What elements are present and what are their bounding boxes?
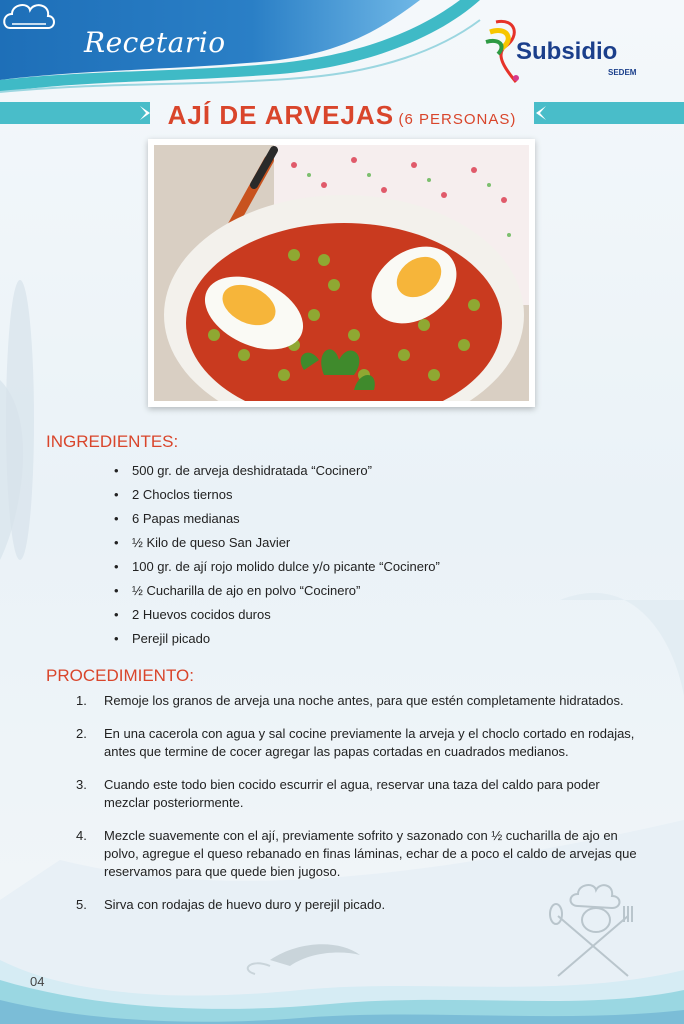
bullet-icon: •	[114, 583, 119, 598]
ingredient-text: 2 Choclos tiernos	[132, 487, 233, 502]
step-text: Mezcle suavemente con el ají, previamente sofrito y sazonado con ½ cucharilla de ajo en polvo, agregue el queso rebanado en finas láminas, echar de a poco el caldo de arvejas que reservamos para que quede bien jugoso.	[104, 828, 637, 879]
brand-title: Recetario	[84, 26, 226, 59]
dish-illustration	[154, 145, 529, 401]
list-item	[114, 531, 440, 555]
ingredient-text: 500 gr. de arveja deshidratada “Cocinero”	[132, 463, 372, 478]
step-number: 2.	[76, 726, 87, 741]
chef-hat-icon	[0, 0, 58, 34]
step-text: Cuando este todo bien cocido escurrir el agua, reservar una taza del caldo para poder mezclar posteriormente.	[104, 777, 600, 810]
list-item	[76, 827, 646, 881]
bullet-icon: •	[114, 511, 119, 526]
logo-subtext: SEDEM	[608, 68, 637, 77]
list-item	[114, 483, 440, 507]
list-item	[76, 776, 646, 812]
step-text: Remoje los granos de arveja una noche antes, para que estén completamente hidratados.	[104, 693, 624, 708]
step-number: 4.	[76, 828, 87, 843]
dish-photo	[148, 139, 535, 407]
header	[0, 0, 684, 95]
bullet-icon: •	[114, 631, 119, 646]
list-item	[114, 507, 440, 531]
list-item	[114, 627, 440, 651]
ingredient-text: ½ Kilo de queso San Javier	[132, 535, 291, 550]
bullet-icon: •	[114, 487, 119, 502]
ingredient-text: 100 gr. de ají rojo molido dulce y/o picante “Cocinero”	[132, 559, 440, 574]
step-text: En una cacerola con agua y sal cocine previamente la arveja y el choclo cortado en rodajas, antes que termine de cocer agregar las papas cortadas en cuadrados medianos.	[104, 726, 635, 759]
step-number: 5.	[76, 897, 87, 912]
list-item	[114, 603, 440, 627]
logo-text: Subsidio	[516, 38, 618, 65]
step-number: 3.	[76, 777, 87, 792]
bullet-icon: •	[114, 463, 119, 478]
list-item	[114, 579, 440, 603]
recipe-servings: (6 PERSONAS)	[398, 111, 517, 128]
step-text: Sirva con rodajas de huevo duro y perejil picado.	[104, 897, 386, 912]
ingredients-list	[114, 459, 440, 651]
list-item	[76, 692, 646, 710]
bullet-icon: •	[114, 559, 119, 574]
step-number: 1.	[76, 693, 87, 708]
page-number: 04	[30, 974, 45, 989]
recipe-title	[0, 100, 684, 131]
ingredient-text: Perejil picado	[132, 631, 211, 646]
recipe-name: AJÍ DE ARVEJAS	[167, 100, 395, 130]
subsidio-logo	[476, 16, 676, 86]
list-item	[76, 725, 646, 761]
ingredient-text: 6 Papas medianas	[132, 511, 240, 526]
chef-cutlery-icon	[538, 876, 648, 986]
ingredients-heading: INGREDIENTES:	[46, 432, 179, 451]
ingredient-text: 2 Huevos cocidos duros	[132, 607, 271, 622]
bullet-icon: •	[114, 607, 119, 622]
ingredient-text: ½ Cucharilla de ajo en polvo “Cocinero”	[132, 583, 361, 598]
bullet-icon: •	[114, 535, 119, 550]
list-item	[114, 459, 440, 483]
procedure-heading: PROCEDIMIENTO:	[46, 666, 194, 685]
list-item	[114, 555, 440, 579]
